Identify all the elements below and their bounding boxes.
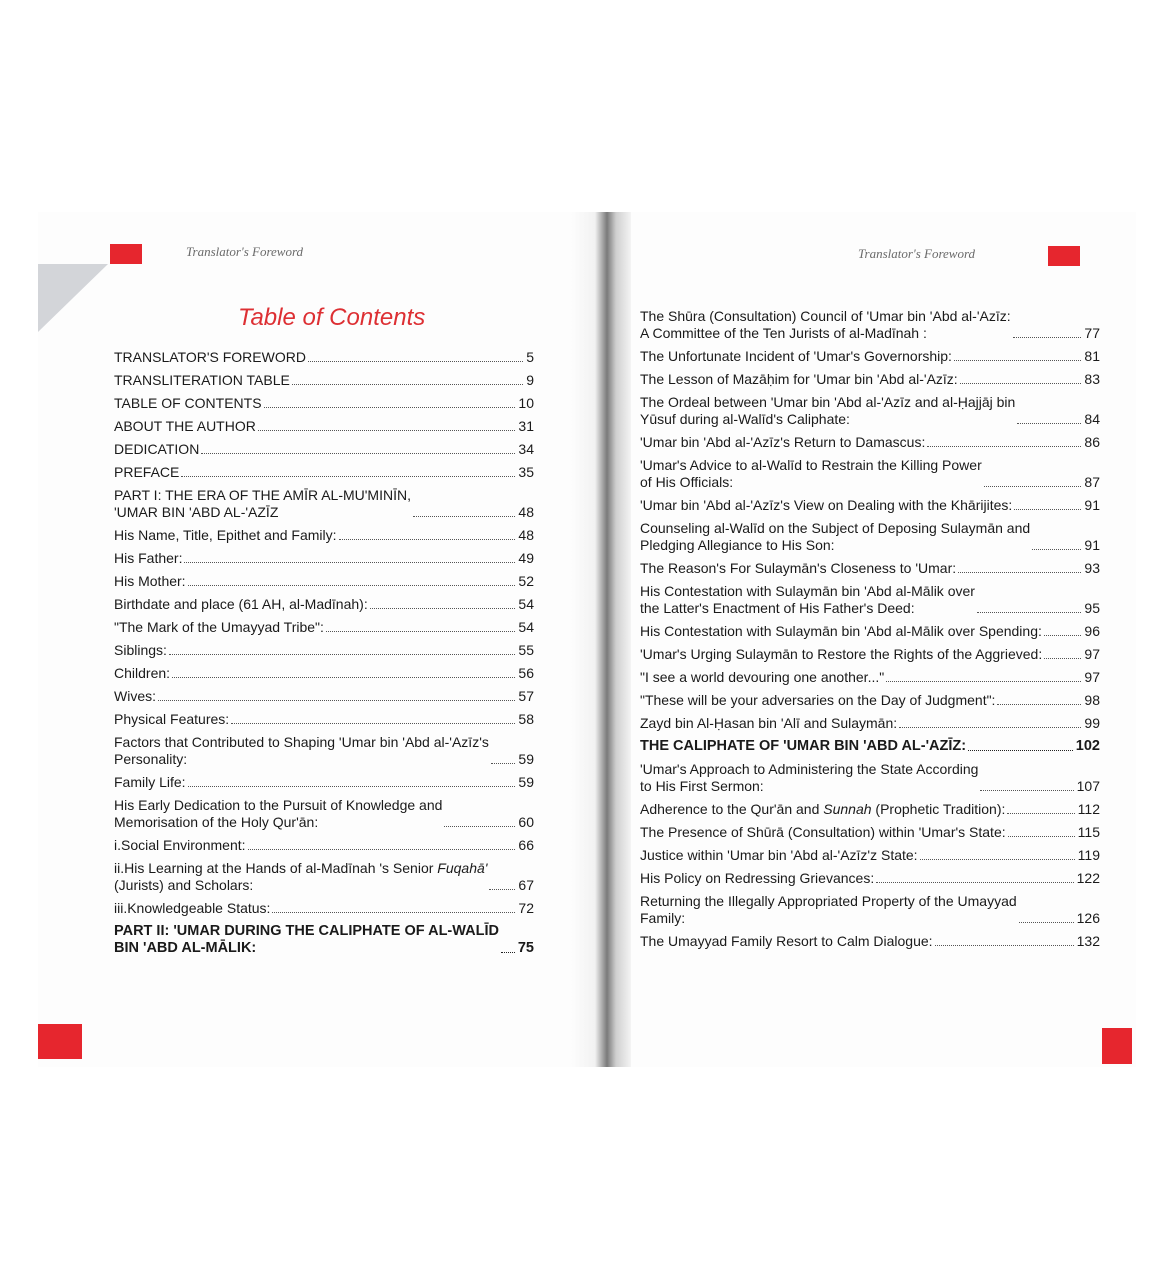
toc-entry — [114, 596, 534, 613]
toc-entry — [640, 761, 1100, 795]
toc-entry-title: Siblings: — [114, 642, 167, 658]
toc-entry-title: His Name, Title, Epithet and Family: — [114, 527, 337, 543]
toc-entry-title: TRANSLITERATION TABLE — [114, 372, 290, 388]
corner-triangle — [38, 264, 108, 332]
toc-entry — [640, 738, 1100, 755]
toc-entry — [640, 308, 1100, 342]
toc-entry-title: Justice within 'Umar bin 'Abd al-'Azīz'z State: — [640, 847, 918, 863]
toc-entry-title: 'Umar's Urging Sulaymān to Restore the Rights of the Aggrieved: — [640, 646, 1043, 662]
right-folio-tab — [1102, 1028, 1132, 1064]
dot-leader — [158, 700, 515, 701]
toc-entry-title: iii.Knowledgeable Status: — [114, 900, 271, 916]
toc-entry-title: His Early Dedication to the Pursuit of Knowledge and Memorisation of the Holy Qur'ān: — [114, 797, 443, 830]
toc-entry — [114, 923, 534, 957]
dot-leader — [984, 486, 1082, 487]
toc-entry-page: 58 — [518, 711, 534, 727]
toc-entry-page: 86 — [1084, 434, 1100, 450]
toc-entry-title: The Ordeal between 'Umar bin 'Abd al-'Azīz and al-Ḥajjāj bin Yūsuf during al-Walīd's Caliphate: — [640, 394, 1016, 427]
dot-leader — [264, 407, 516, 408]
toc-entry — [114, 860, 534, 894]
dot-leader — [1032, 549, 1081, 550]
toc-entry — [640, 497, 1100, 514]
toc-entry — [114, 734, 534, 768]
toc-title: Table of Contents — [238, 304, 426, 331]
dot-leader — [997, 704, 1081, 705]
toc-entry-page: 31 — [518, 418, 534, 434]
toc-entry-page: 10 — [518, 395, 534, 411]
toc-entry — [640, 348, 1100, 365]
toc-entry-page: 91 — [1084, 537, 1100, 553]
toc-entry — [114, 464, 534, 481]
toc-entry-page: 93 — [1084, 560, 1100, 576]
toc-entry — [640, 583, 1100, 617]
toc-entry-title: The Reason's For Sulaymān's Closeness to 'Umar: — [640, 560, 957, 576]
toc-entry-page: 49 — [518, 550, 534, 566]
dot-leader — [491, 763, 516, 764]
dot-leader — [968, 750, 1073, 751]
toc-list-left — [114, 349, 534, 963]
dot-leader — [958, 572, 1081, 573]
dot-leader — [980, 790, 1073, 791]
toc-entry-title: Physical Features: — [114, 711, 230, 727]
dot-leader — [413, 516, 515, 517]
toc-entry — [114, 349, 534, 366]
toc-entry — [114, 573, 534, 590]
toc-entry-page: 91 — [1084, 497, 1100, 513]
toc-entry — [114, 395, 534, 412]
toc-entry-title-italic: Sunnah — [823, 801, 872, 817]
toc-entry-page: 54 — [518, 596, 534, 612]
dot-leader — [1007, 813, 1074, 814]
right-running-head: Translator's Foreword — [858, 246, 976, 261]
dot-leader — [920, 859, 1075, 860]
toc-entry-title: Children: — [114, 665, 171, 681]
toc-entry — [114, 688, 534, 705]
toc-entry-page: 84 — [1084, 411, 1100, 427]
toc-entry-page: 75 — [517, 940, 534, 956]
toc-entry-page: 112 — [1077, 801, 1100, 817]
toc-entry-title: THE CALIPHATE OF 'UMAR BIN 'ABD AL-'AZĪZ: — [640, 738, 967, 754]
toc-entry-page: 126 — [1076, 910, 1100, 926]
toc-entry-title — [114, 860, 487, 894]
toc-entry-title: i.Social Environment: — [114, 837, 246, 853]
dot-leader — [1014, 509, 1081, 510]
book-spread — [38, 212, 1136, 1067]
toc-entry-page: 87 — [1084, 474, 1100, 490]
dot-leader — [308, 361, 523, 362]
dot-leader — [899, 727, 1081, 728]
toc-entry-title: Returning the Illegally Appropriated Property of the Umayyad Family: — [640, 893, 1017, 926]
dot-leader — [188, 585, 516, 586]
toc-list-right — [640, 308, 1100, 956]
toc-entry-page: 9 — [526, 372, 534, 388]
toc-entry-page: 122 — [1076, 870, 1100, 886]
toc-entry — [640, 669, 1100, 686]
toc-entry — [640, 646, 1100, 663]
toc-entry-title: The Umayyad Family Resort to Calm Dialogue: — [640, 933, 933, 949]
toc-entry — [114, 797, 534, 831]
toc-entry — [640, 434, 1100, 451]
toc-entry-page: 107 — [1076, 778, 1100, 794]
toc-entry — [640, 824, 1100, 841]
toc-entry — [114, 441, 534, 458]
toc-entry-page: 52 — [518, 573, 534, 589]
toc-entry-page: 56 — [518, 665, 534, 681]
toc-entry — [114, 619, 534, 636]
toc-entry-title: Factors that Contributed to Shaping 'Umar bin 'Abd al-'Azīz's Personality: — [114, 734, 489, 767]
dot-leader — [272, 912, 515, 913]
dot-leader — [935, 945, 1074, 946]
left-header-tab — [110, 244, 142, 264]
dot-leader — [231, 723, 515, 724]
toc-entry-title — [640, 801, 1005, 818]
toc-entry — [640, 715, 1100, 732]
toc-entry-title: TRANSLATOR'S FOREWORD — [114, 349, 306, 365]
toc-entry-page: 132 — [1076, 933, 1100, 949]
dot-leader — [444, 826, 515, 827]
toc-entry — [640, 371, 1100, 388]
toc-entry-title: "The Mark of the Umayyad Tribe": — [114, 619, 324, 635]
toc-entry — [114, 665, 534, 682]
toc-entry — [114, 487, 534, 521]
toc-entry-page: 34 — [518, 441, 534, 457]
toc-entry — [114, 642, 534, 659]
toc-entry-page: 115 — [1077, 824, 1100, 840]
toc-entry-page: 59 — [518, 774, 534, 790]
toc-entry-page: 98 — [1084, 692, 1100, 708]
toc-entry-title: 'Umar bin 'Abd al-'Azīz's View on Dealing with the Khārijites: — [640, 497, 1013, 513]
dot-leader — [927, 446, 1081, 447]
dot-leader — [339, 539, 516, 540]
toc-entry-page: 119 — [1077, 847, 1100, 863]
toc-entry-title: DEDICATION — [114, 441, 200, 457]
dot-leader — [489, 889, 515, 890]
toc-entry-title: "I see a world devouring one another..." — [640, 669, 885, 685]
dot-leader — [954, 360, 1081, 361]
toc-entry-page: 97 — [1084, 669, 1100, 685]
toc-entry-page: 67 — [518, 877, 534, 893]
right-header-tab — [1048, 246, 1080, 266]
toc-entry-page: 97 — [1084, 646, 1100, 662]
toc-entry-page: 99 — [1084, 715, 1100, 731]
toc-entry — [114, 837, 534, 854]
toc-entry — [640, 801, 1100, 818]
toc-entry-page: 57 — [518, 688, 534, 704]
dot-leader — [292, 384, 523, 385]
toc-entry-page: 5 — [526, 349, 534, 365]
toc-entry-page: 48 — [518, 504, 534, 520]
toc-entry-title: The Shūra (Consultation) Council of 'Umar bin 'Abd al-'Azīz: A Committee of the Ten Jurists of al-Madīnah : — [640, 308, 1011, 341]
dot-leader — [1013, 337, 1082, 338]
toc-entry-title: PREFACE — [114, 464, 180, 480]
toc-entry-title: His Contestation with Sulaymān bin 'Abd al-Mālik over the Latter's Enactment of His Father's Deed: — [640, 583, 975, 616]
toc-entry-page: 77 — [1084, 325, 1100, 341]
dot-leader — [188, 786, 516, 787]
toc-entry-title: 'Umar's Approach to Administering the State According to His First Sermon: — [640, 761, 979, 794]
toc-entry-page: 102 — [1075, 738, 1100, 754]
toc-entry-title-part: ii.His Learning at the Hands of al-Madīnah 's Senior — [114, 860, 438, 876]
toc-entry — [640, 560, 1100, 577]
toc-entry-title: Birthdate and place (61 AH, al-Madīnah): — [114, 596, 368, 612]
book-gutter — [571, 212, 631, 1067]
dot-leader — [977, 612, 1081, 613]
dot-leader — [184, 562, 515, 563]
toc-entry-page: 95 — [1084, 600, 1100, 616]
toc-entry-title: The Presence of Shūrā (Consultation) within 'Umar's State: — [640, 824, 1006, 840]
toc-entry-page: 72 — [518, 900, 534, 916]
toc-entry — [640, 893, 1100, 927]
toc-entry-title: His Policy on Redressing Grievances: — [640, 870, 875, 886]
dot-leader — [886, 681, 1081, 682]
toc-entry — [640, 457, 1100, 491]
toc-entry-title: PART II: 'UMAR DURING THE CALIPHATE OF AL-WALĪD BIN 'ABD AL-MĀLIK: — [114, 923, 499, 956]
toc-entry — [114, 418, 534, 435]
dot-leader — [1017, 423, 1081, 424]
toc-entry-title: His Contestation with Sulaymān bin 'Abd al-Mālik over Spending: — [640, 623, 1042, 639]
dot-leader — [501, 952, 515, 953]
dot-leader — [169, 654, 516, 655]
toc-entry-page: 81 — [1084, 348, 1100, 364]
toc-entry-title: His Father: — [114, 550, 183, 566]
toc-entry — [640, 692, 1100, 709]
toc-entry — [640, 847, 1100, 864]
toc-entry-page: 59 — [518, 751, 534, 767]
dot-leader — [876, 882, 1073, 883]
toc-entry-title: His Mother: — [114, 573, 186, 589]
toc-entry-title: The Unfortunate Incident of 'Umar's Governorship: — [640, 348, 952, 364]
toc-entry-page: 55 — [518, 642, 534, 658]
dot-leader — [1008, 836, 1075, 837]
dot-leader — [201, 453, 515, 454]
toc-entry — [640, 933, 1100, 950]
toc-entry-title: Zayd bin Al-Ḥasan bin 'Alī and Sulaymān: — [640, 715, 898, 731]
toc-entry-page: 96 — [1084, 623, 1100, 639]
left-running-head: Translator's Foreword — [186, 244, 304, 259]
toc-entry — [114, 900, 534, 917]
toc-entry-title: TABLE OF CONTENTS — [114, 395, 262, 411]
toc-entry-title: ABOUT THE AUTHOR — [114, 418, 256, 434]
toc-entry-title-italic: Fuqahā' — [437, 860, 488, 876]
toc-entry-title: Family Life: — [114, 774, 186, 790]
toc-entry-title: Counseling al-Walīd on the Subject of Deposing Sulaymān and Pledging Allegiance to His Son: — [640, 520, 1031, 553]
toc-entry-title: PART I: THE ERA OF THE AMĪR AL-MU'MINĪN, 'UMAR BIN 'ABD AL-'AZĪZ — [114, 487, 411, 520]
dot-leader — [1044, 635, 1082, 636]
toc-entry-title: 'Umar's Advice to al-Walīd to Restrain the Killing Power of His Officials: — [640, 457, 982, 490]
toc-entry — [114, 372, 534, 389]
dot-leader — [248, 849, 516, 850]
left-folio-tab — [38, 1024, 82, 1059]
toc-entry-page: 83 — [1084, 371, 1100, 387]
toc-entry-page: 35 — [518, 464, 534, 480]
toc-entry-title: 'Umar bin 'Abd al-'Azīz's Return to Damascus: — [640, 434, 926, 450]
toc-entry-page: 54 — [518, 619, 534, 635]
toc-entry — [640, 394, 1100, 428]
dot-leader — [1019, 922, 1074, 923]
toc-entry — [114, 774, 534, 791]
toc-entry — [114, 711, 534, 728]
toc-entry — [640, 520, 1100, 554]
toc-entry-title-part: (Prophetic Tradition): — [871, 801, 1006, 817]
dot-leader — [1044, 658, 1081, 659]
toc-entry-title: "These will be your adversaries on the Day of Judgment": — [640, 692, 996, 708]
toc-entry — [640, 623, 1100, 640]
dot-leader — [258, 430, 516, 431]
toc-entry — [640, 870, 1100, 887]
toc-entry-page: 48 — [518, 527, 534, 543]
toc-entry-page: 66 — [518, 837, 534, 853]
toc-entry-page: 60 — [518, 814, 534, 830]
toc-entry-title: The Lesson of Mazāḥim for 'Umar bin 'Abd al-'Azīz: — [640, 371, 958, 387]
toc-entry-title: Wives: — [114, 688, 156, 704]
dot-leader — [181, 476, 515, 477]
toc-entry-title-part: Adherence to the Qur'ān and — [640, 801, 824, 817]
toc-entry-title-part: (Jurists) and Scholars: — [114, 877, 254, 893]
dot-leader — [326, 631, 516, 632]
dot-leader — [960, 383, 1082, 384]
toc-entry — [114, 550, 534, 567]
toc-entry — [114, 527, 534, 544]
dot-leader — [172, 677, 515, 678]
dot-leader — [370, 608, 516, 609]
